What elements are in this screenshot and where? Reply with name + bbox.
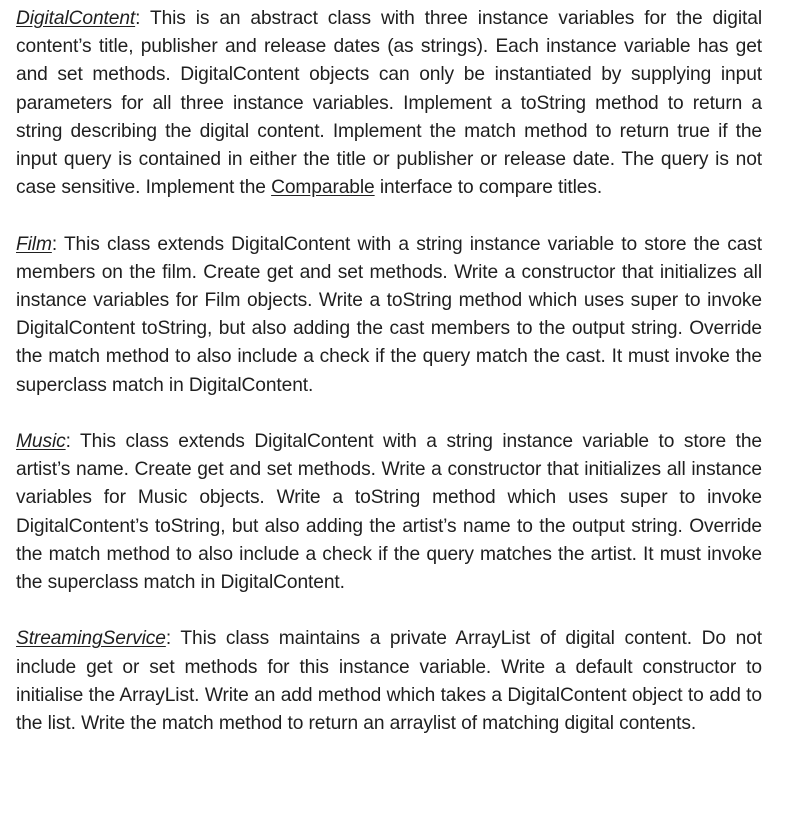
paragraph-streaming-service	[16, 625, 762, 738]
document-body	[16, 5, 762, 738]
paragraph-text: : This class extends DigitalContent with a string instance variable to store the artist’s name. Create get and set methods. Write a constructor that initializes all instance variables for Music objects. Write a toString method which uses super to invoke DigitalContent’s toString, but also adding the artist’s name to the output string. Override the match method to also include a check if the query matches the artist. It must invoke the superclass match in DigitalContent.	[16, 431, 762, 594]
class-name-music: Music	[16, 431, 66, 453]
class-name-digital-content: DigitalContent	[16, 8, 136, 29]
paragraph-film	[16, 231, 762, 400]
paragraph-digital-content	[16, 5, 762, 202]
paragraph-text-tail: interface to compare titles.	[374, 177, 603, 199]
paragraph-text: : This class extends DigitalContent with a string instance variable to store the cast members on the film. Create get and set methods. Write a constructor that initializes all instance variables for Film objects. Write a toString method which uses super to invoke DigitalContent toString, but also adding the cast members to the output string. Override the match method to also include a check if the query match the cast. It must invoke the superclass match in DigitalContent.	[16, 233, 762, 396]
comparable-interface-term: Comparable	[271, 177, 375, 199]
paragraph-text: : This class maintains a private ArrayList of digital content. Do not include get or set methods for this instance variable. Write a default constructor to initialise the ArrayList. Write an add method which takes a DigitalContent object to add to the list. Write the match method to return an arraylist of matching digital contents.	[16, 628, 762, 735]
paragraph-text: : This is an abstract class with three instance variables for the digital content’s title, publisher and release dates (as strings). Each instance variable has get and set methods. DigitalContent objects can only be instantiated by supplying input parameters for all three instance variables. Implement a toString method to return a string describing the digital content. Implement the match method to return true if the input query is contained in either the title or publisher or release date. The query is not case sensitive. Implement the	[16, 8, 762, 199]
class-name-film: Film	[16, 233, 52, 255]
class-name-streaming-service: StreamingService	[16, 628, 166, 650]
paragraph-music	[16, 428, 762, 597]
